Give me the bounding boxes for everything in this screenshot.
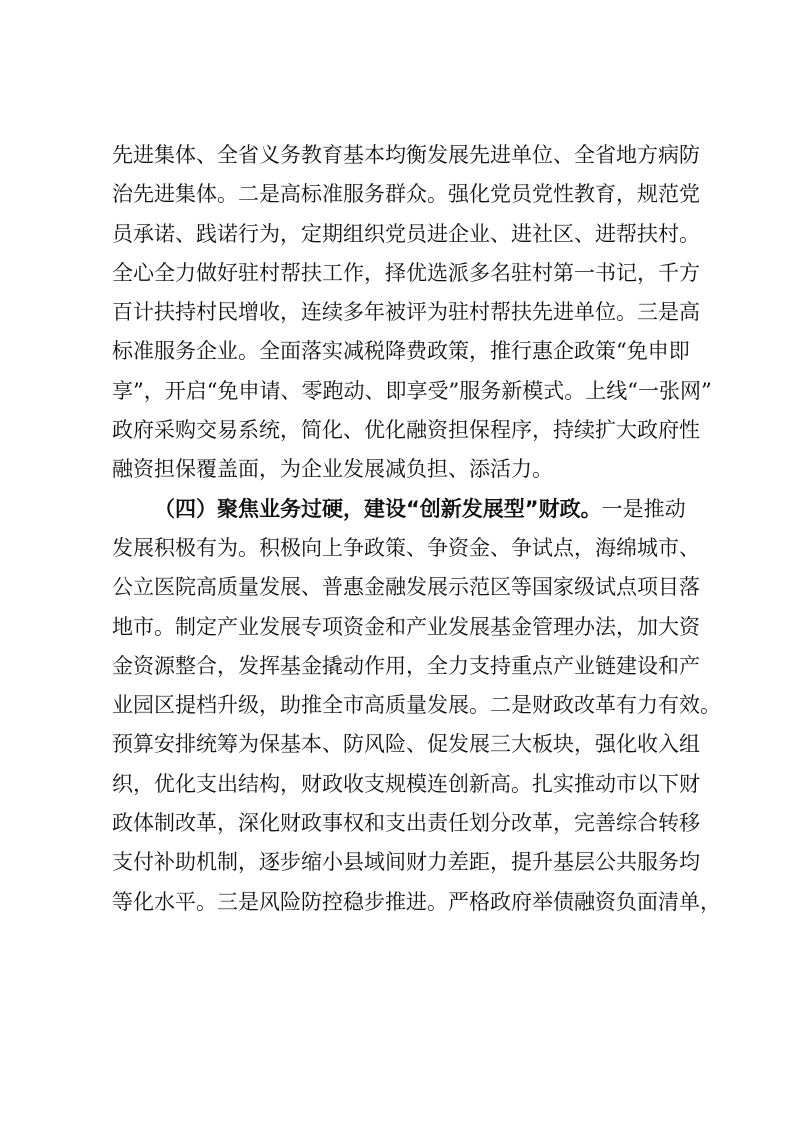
text-line: 标准服务企业。全面落实减税降费政策，推行惠企政策“免申即 — [112, 339, 690, 364]
text-line: 政府采购交易系统，简化、优化融资担保程序，持续扩大政府性 — [112, 418, 700, 443]
text-run: 一是推动 — [601, 496, 686, 521]
text-line: 地市。制定产业发展专项资金和产业发展基金管理办法，加大资 — [112, 614, 700, 639]
text-line: 预算安排统筹为保基本、防风险、促发展三大板块，强化收入组 — [112, 732, 700, 757]
text-line: 发展积极有为。积极向上争政策、争资金、争试点，海绵城市、 — [112, 535, 700, 560]
paragraph-2 — [112, 490, 721, 922]
text-line: 公立医院高质量发展、普惠金融发展示范区等国家级试点项目落 — [112, 575, 700, 600]
text-line: 享”，开启“免申请、零跑动、即享受”服务新模式。上线“一张网” — [112, 378, 712, 403]
text-line: 金资源整合，发挥基金撬动作用，全力支持重点产业链建设和产 — [112, 653, 700, 678]
text-line: 政体制改革，深化财政事权和支出责任划分改革，完善综合转移 — [112, 811, 700, 836]
section-heading: （四）聚焦业务过硬，建设“创新发展型”财政。 — [154, 496, 602, 521]
text-line: 织，优化支出结构，财政收支规模连创新高。扎实推动市以下财 — [112, 771, 700, 796]
text-line: 业园区提档升级，助推全市高质量发展。二是财政改革有力有效。 — [112, 693, 721, 718]
section-first-line — [112, 490, 686, 529]
paragraph-1 — [112, 136, 712, 490]
text-line: 等化水平。三是风险防控稳步推进。严格政府举债融资负面清单， — [112, 889, 721, 914]
text-line: 百计扶持村民增收，连续多年被评为驻村帮扶先进单位。三是高 — [112, 300, 700, 325]
body-text — [112, 136, 721, 922]
text-line: 先进集体、全省义务教育基本均衡发展先进单位、全省地方病防 — [112, 143, 700, 167]
text-line: 员承诺、践诺行为，定期组织党员进企业、进社区、进帮扶村。 — [112, 221, 700, 246]
text-line: 支付补助机制，逐步缩小县域间财力差距，提升基层公共服务均 — [112, 850, 700, 875]
text-line: 融资担保覆盖面，为企业发展减负担、添活力。 — [112, 457, 553, 482]
text-line: 全心全力做好驻村帮扶工作，择优选派多名驻村第一书记，千方 — [112, 260, 700, 285]
text-line: 治先进集体。二是高标准服务群众。强化党员党性教育，规范党 — [112, 182, 700, 207]
